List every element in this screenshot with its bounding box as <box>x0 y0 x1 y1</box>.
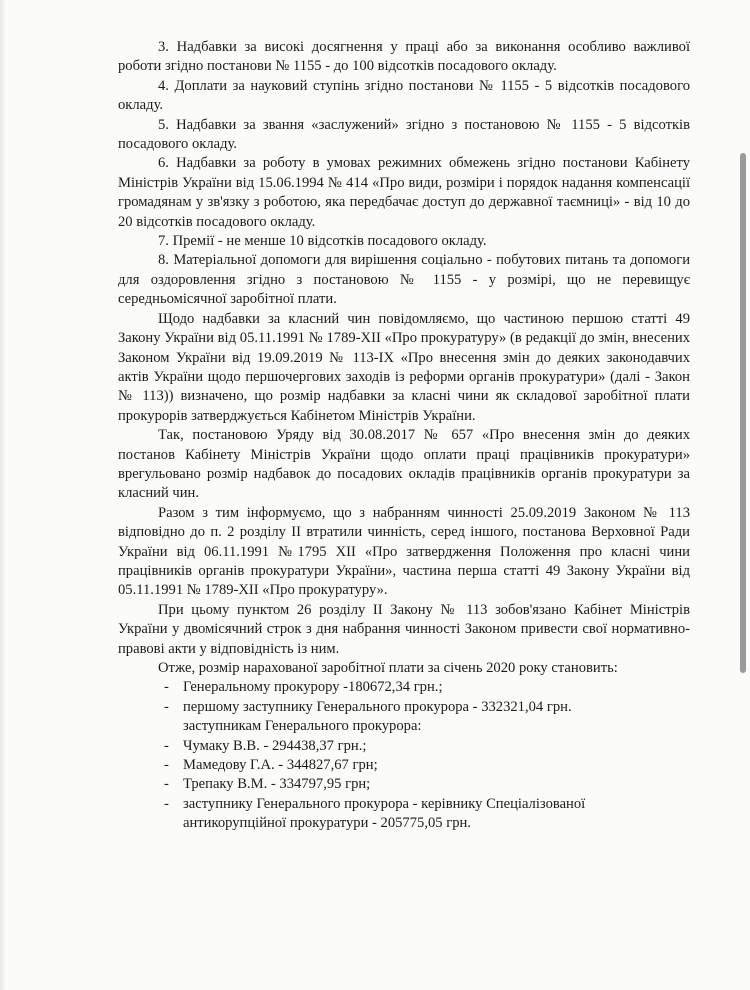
list-dash: - <box>164 795 169 812</box>
page-edge-shadow <box>0 0 6 990</box>
list-item <box>118 678 690 697</box>
list-dash: - <box>164 776 169 793</box>
list-dash: - <box>164 679 169 696</box>
list-item-text: Генеральному прокурору -180672,34 грн.; <box>183 679 443 696</box>
list-dash: - <box>164 698 169 715</box>
salary-list <box>118 678 690 833</box>
paragraph-5: 5. Надбавки за звання «заслужений» згідно з постановою № 1155 - 5 відсотків посадового окладу. <box>118 116 690 153</box>
paragraph-class-rank-allowance: Щодо надбавки за класний чин повідомляємо, що частиною першою статті 49 Закону України від 05.11.1991 № 1789-XII «Про прокуратуру» (в редакції до змін, внесених Законом України від 19.09.2019 № 113-ІХ «Про внесення змін до деяких законодавчих актів України щодо першочергових заходів із реформи органів прокуратури» (далі - Закон № 113)) визначено, що розмір надбавки за класні чини як складової заробітної плати прокурорів затверджується Кабінетом Міністрів України. <box>118 310 690 424</box>
vertical-scrollbar[interactable] <box>738 0 750 990</box>
paragraph-6: 6. Надбавки за роботу в умовах режимних обмежень згідно постанови Кабінету Міністрів України від 15.06.1994 № 414 «Про види, розміри і порядок надання компенсації громадянам у зв'язку з роботою, яка передбачає доступ до державної таємниці» - від 10 до 20 відсотків посадового окладу. <box>118 155 690 230</box>
paragraph-4: 4. Доплати за науковий ступінь згідно постанови № 1155 - 5 відсотків посадового окладу. <box>118 77 690 114</box>
paragraph-resolution-657: Так, постановою Уряду від 30.08.2017 № 657 «Про внесення змін до деяких постанов Кабінету Міністрів України щодо оплати праці працівників прокуратури» врегульовано розмір надбавок до посадових окладів працівників органів прокуратури за класний чин. <box>118 427 690 502</box>
list-dash: - <box>164 757 169 774</box>
list-item-text: заступникам Генерального прокурора: <box>183 718 422 735</box>
document-body <box>118 38 690 834</box>
list-dash: - <box>164 737 169 754</box>
paragraph-8: 8. Матеріальної допомоги для вирішення соціально - побутових питань та допомоги для оздоровлення згідно з постановою № 1155 - у розмірі, що не перевищує середньомісячної заробітної плати. <box>118 252 690 308</box>
paragraph-cabinet-obligation: При цьому пунктом 26 розділу II Закону № 113 зобов'язано Кабінет Міністрів України у двомісячний строк з дня набрання чинності Законом привести свої нормативно-правові акти у відповідність із ним. <box>118 601 690 657</box>
list-item-text: заступнику Генерального прокурора - керівнику Спеціалізованої антикорупційної прокуратури - 205775,05 грн. <box>183 795 586 832</box>
scrollbar-thumb[interactable] <box>740 153 746 673</box>
paragraph-salary-intro: Отже, розмір нарахованої заробітної плати за січень 2020 року становить: <box>158 660 618 676</box>
list-item-text: Мамедову Г.А. - 344827,67 грн; <box>183 757 378 774</box>
list-item <box>118 795 690 834</box>
list-item <box>118 717 690 736</box>
list-item-text: Трепаку В.М. - 334797,95 грн; <box>183 776 371 793</box>
paragraph-7: 7. Премії - не менше 10 відсотків посадового окладу. <box>158 233 487 250</box>
list-item <box>118 737 690 756</box>
paragraph-3: 3. Надбавки за високі досягнення у праці або за виконання особливо важливої роботи згідно постанови № 1155 - до 100 відсотків посадового окладу. <box>118 39 690 75</box>
list-item <box>118 698 690 717</box>
list-item <box>118 775 690 794</box>
paragraph-law-113: Разом з тим інформуємо, що з набранням чинності 25.09.2019 Законом № 113 відповідно до п. 2 розділу II втратили чинність, серед іншого, постанова Верховної Ради України від 06.11.1991 №1795 XII «Про затвердження Положення про класні чини працівників органів прокуратури України», частина перша статті 49 Закону України від 05.11.1991 № 1789-XII «Про прокуратуру». <box>118 504 690 599</box>
list-item-text: першому заступнику Генерального прокурора - 332321,04 грн. <box>183 698 572 715</box>
list-item <box>118 756 690 775</box>
list-item-text: Чумаку В.В. - 294438,37 грн.; <box>183 737 367 754</box>
